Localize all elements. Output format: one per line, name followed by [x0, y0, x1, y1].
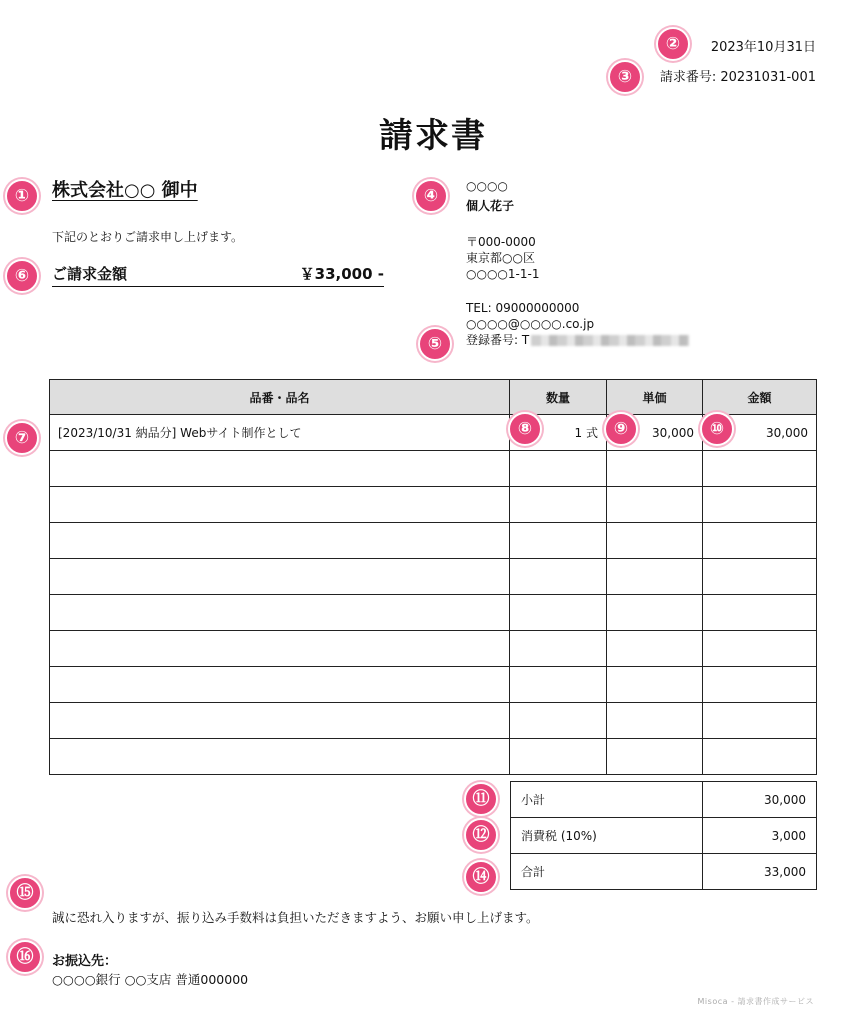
table-row: [50, 703, 817, 739]
transfer-fee-note: 誠に恐れ入りますが、振り込み手数料は負担いただきますよう、お願い申し上げます。: [52, 910, 539, 925]
item-unit-price: 30,000: [607, 415, 703, 451]
annotation-badge-15: ⑮: [8, 876, 42, 910]
items-table: [49, 379, 817, 775]
column-header-item: 品番・品名: [50, 380, 510, 415]
invoice-date: 2023年10月31日: [710, 40, 816, 55]
table-row: [50, 667, 817, 703]
table-row: [50, 739, 817, 775]
total-value: 33,000: [703, 854, 817, 890]
billing-amount-label: ご請求金額: [52, 265, 128, 283]
issuer-tel: TEL: 09000000000: [466, 301, 580, 315]
annotation-badge-2: ②: [656, 27, 690, 61]
table-row: [50, 631, 817, 667]
table-row: [50, 559, 817, 595]
bank-detail: ○○○○銀行 ○○支店 普通000000: [52, 972, 249, 987]
column-header-unit-price: 単価: [607, 380, 703, 415]
annotation-badge-4: ④: [414, 179, 448, 213]
column-header-amount: 金額: [703, 380, 817, 415]
totals-table: [510, 781, 817, 890]
item-amount: 30,000: [703, 415, 817, 451]
issuer-registration-label: 登録番号: T: [466, 333, 530, 347]
footer-credit: Misoca - 請求書作成サービス: [697, 997, 814, 1006]
subtotal-label: 小計: [511, 782, 703, 818]
lead-text: 下記のとおりご請求申し上げます。: [52, 230, 244, 244]
annotation-badge-14: ⑭: [464, 860, 498, 894]
table-header-row: [50, 380, 817, 415]
issuer-company: ○○○○: [466, 179, 508, 193]
total-label: 合計: [511, 854, 703, 890]
billing-amount-row: [52, 260, 384, 287]
subtotal-row: [511, 782, 817, 818]
table-row: [50, 451, 817, 487]
table-row: [50, 523, 817, 559]
issuer-address-2: ○○○○1-1-1: [466, 267, 540, 281]
issuer-registration: [466, 332, 689, 348]
tax-row: [511, 818, 817, 854]
issuer-email: ○○○○@○○○○.co.jp: [466, 317, 595, 331]
issuer-postal: 〒000-0000: [466, 235, 536, 249]
annotation-badge-16: ⑯: [8, 940, 42, 974]
annotation-badge-12: ⑫: [464, 818, 498, 852]
subtotal-value: 30,000: [703, 782, 817, 818]
table-row: [50, 487, 817, 523]
redacted-block: [531, 335, 689, 346]
client-name: 株式会社○○ 御中: [52, 180, 198, 201]
annotation-badge-6: ⑥: [5, 259, 39, 293]
page-title: 請求書: [379, 116, 487, 156]
tax-label: 消費税 (10%): [511, 818, 703, 854]
annotation-badge-8: ⑧: [508, 412, 542, 446]
annotation-badge-10: ⑩: [700, 412, 734, 446]
table-row: [50, 595, 817, 631]
issuer-address-1: 東京都○○区: [466, 251, 535, 265]
tax-value: 3,000: [703, 818, 817, 854]
total-row: [511, 854, 817, 890]
annotation-badge-1: ①: [5, 179, 39, 213]
billing-amount-value: ￥33,000 -: [299, 265, 384, 283]
issuer-person: 個人花子: [466, 199, 515, 213]
invoice-number: 請求番号: 20231031-001: [659, 70, 816, 85]
bank-label: お振込先：: [52, 954, 118, 969]
column-header-quantity: 数量: [510, 380, 607, 415]
annotation-badge-5: ⑤: [418, 327, 452, 361]
annotation-badge-3: ③: [608, 60, 642, 94]
item-name: [2023/10/31 納品分] Webサイト制作として: [50, 415, 510, 451]
annotation-badge-7: ⑦: [5, 421, 39, 455]
annotation-badge-11: ⑪: [464, 782, 498, 816]
annotation-badge-9: ⑨: [604, 412, 638, 446]
item-quantity: 1 式: [510, 415, 607, 451]
